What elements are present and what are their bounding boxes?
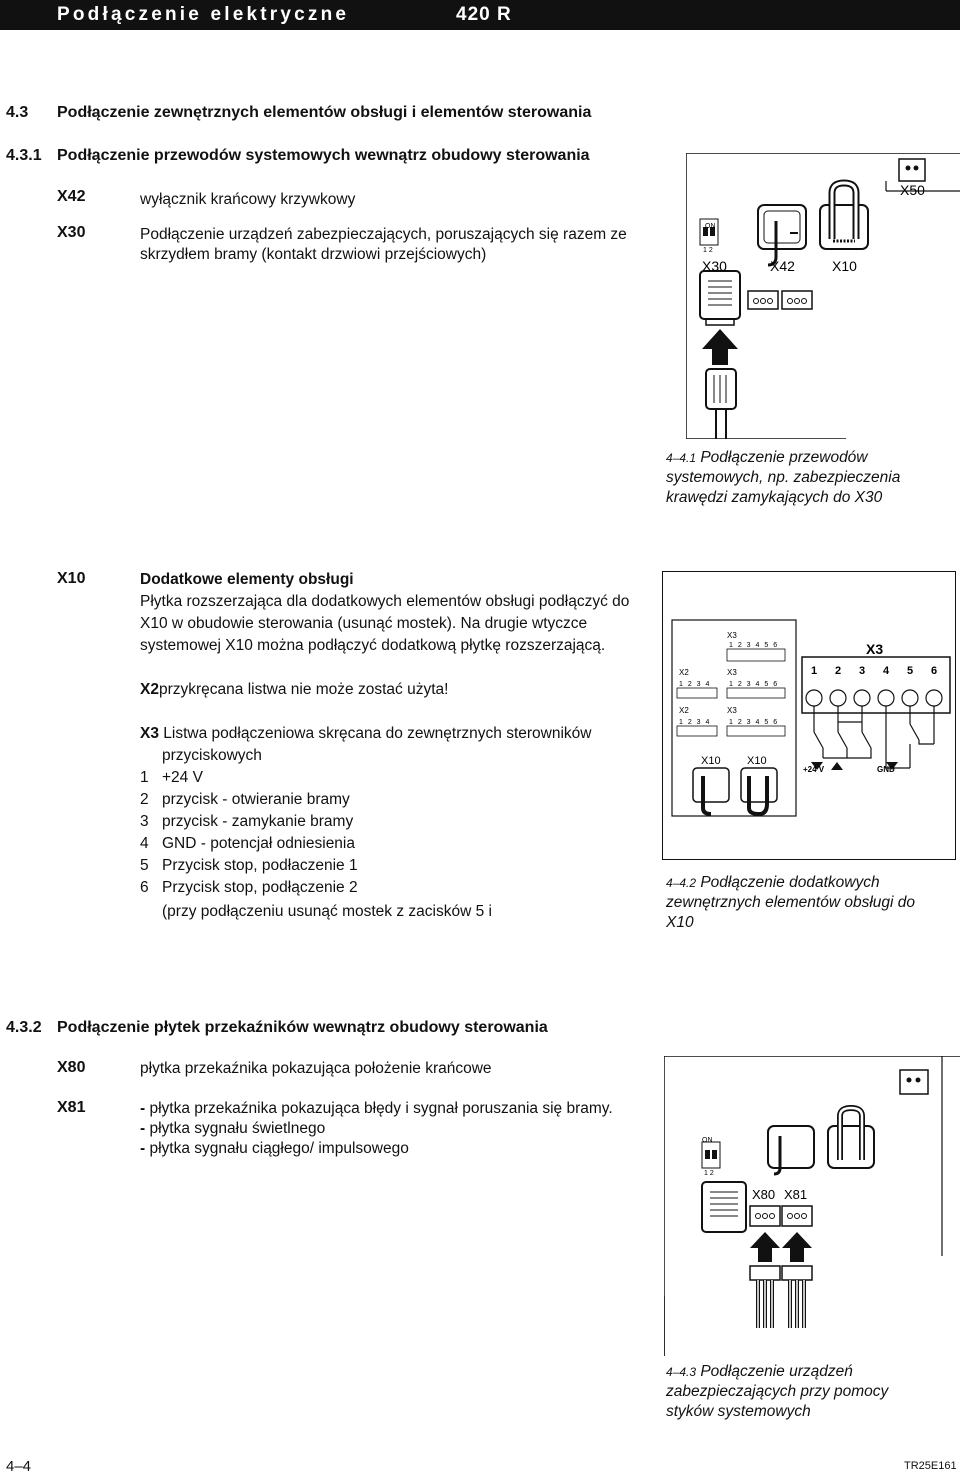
caption-line: krawędzi zamykających do X30 <box>666 489 883 506</box>
x3-note <box>140 724 591 744</box>
x3-large-label: X3 <box>866 641 884 657</box>
x81-item: - płytka przekaźnika pokazująca błędy i sygnał poruszania się bramy. <box>140 1100 613 1117</box>
section-4-3-heading <box>0 104 960 126</box>
figure-4-4-2 <box>662 571 956 860</box>
v24-label: +24 V <box>803 765 825 774</box>
extension-board-diagram <box>663 572 955 859</box>
x81-item-text: płytka sygnału ciągłego/ impulsowego <box>149 1140 409 1157</box>
x10-heading: Dodatkowe elementy obsługi <box>140 571 354 588</box>
gnd-label: GND <box>877 765 895 774</box>
pins-label: 1 2 3 4 5 6 <box>729 642 779 649</box>
x42-description: wyłącznik krańcowy krzywkowy <box>140 191 356 208</box>
x10-para-line: systemowej X10 można podłączyć dodatkową płytkę rozszerzającą. <box>140 637 606 654</box>
terminal-item <box>140 879 358 897</box>
header-title: Podłączenie elektryczne <box>57 4 350 25</box>
pin-number: 6 <box>931 665 938 677</box>
figure-4-4-1-caption <box>666 448 956 508</box>
figure-4-4-3-caption <box>666 1362 956 1422</box>
control-board-diagram <box>686 153 960 439</box>
terminal-text: GND - potencjał odniesienia <box>162 835 355 852</box>
x10-small-label: X10 <box>701 755 721 767</box>
pin-number: 5 <box>907 665 914 677</box>
terminal-number: 3 <box>140 813 149 830</box>
dip-numbers-label: 1 2 <box>703 247 713 254</box>
terminal-text: przycisk - zamykanie bramy <box>162 813 354 830</box>
terminal-text: Przycisk stop, podłaczenie 1 <box>162 857 358 874</box>
terminal-number: 2 <box>140 791 149 808</box>
dip-numbers-label: 1 2 <box>704 1170 714 1177</box>
x80-description: płytka przekaźnika pokazująca położenie krańcowe <box>140 1060 492 1077</box>
caption-line: zewnętrznych elementów obsługi do <box>666 894 915 911</box>
caption-line: Podłączenie urządzeń <box>700 1363 853 1380</box>
section-number: 4.3.1 <box>6 147 42 164</box>
figure-number: 4–4.3 <box>666 1365 697 1379</box>
bridge-note: (przy podłączeniu usunąć mostek z zacisków 5 i <box>162 903 492 920</box>
x2-small-label: X2 <box>679 668 689 677</box>
terminal-text: +24 V <box>162 769 203 786</box>
x42-label: X42 <box>770 258 795 274</box>
caption-line: X10 <box>666 914 694 931</box>
caption-line: Podłączenie dodatkowych <box>700 874 880 891</box>
dip-on-label: ON <box>702 1137 713 1144</box>
x2-code: X2 <box>140 681 159 698</box>
x2-small-label: X2 <box>679 706 689 715</box>
x10-para-line: Płytka rozszerzająca dla dodatkowych elementów obsługi podłączyć do <box>140 593 630 610</box>
terminal-number: 4 <box>140 835 149 852</box>
x30-description-line2: skrzydłem bramy (kontakt drzwiowi przejściowych) <box>140 246 487 263</box>
pin-number: 3 <box>859 665 866 677</box>
pins-label: 1 2 3 4 5 6 <box>729 681 779 688</box>
header-model: 420 R <box>456 4 512 25</box>
terminal-item <box>140 769 203 787</box>
code-x10: X10 <box>57 570 86 587</box>
x3-code: X3 <box>140 725 159 742</box>
figure-4-4-1 <box>686 153 960 439</box>
terminal-item <box>140 857 358 875</box>
x80-label: X80 <box>752 1187 776 1202</box>
x81-item: - płytka sygnału ciągłego/ impulsowego <box>140 1140 409 1157</box>
code-x81: X81 <box>57 1099 86 1116</box>
terminal-item <box>140 835 355 853</box>
dip-on-label: ON <box>705 223 716 230</box>
figure-4-4-2-caption <box>666 873 956 933</box>
relay-board-diagram <box>664 1056 960 1356</box>
caption-line: styków systemowych <box>666 1403 811 1420</box>
code-x80: X80 <box>57 1059 86 1076</box>
x10-label: X10 <box>832 258 857 274</box>
x30-description-line1: Podłączenie urządzeń zabezpieczających, poruszających się razem ze <box>140 226 627 243</box>
x50-label: X50 <box>900 182 925 198</box>
terminal-number: 5 <box>140 857 149 874</box>
x3-text: Listwa podłączeniowa skręcana do zewnętrznych sterowników <box>163 725 592 742</box>
section-title: Podłączenie płytek przekaźników wewnątrz obudowy sterowania <box>57 1019 548 1036</box>
terminal-item <box>140 813 353 831</box>
pin-number: 4 <box>883 665 890 677</box>
x10-para-line: X10 w obudowie sterowania (usunąć mostek). Na drugie wtyczce <box>140 615 588 632</box>
section-number: 4.3.2 <box>6 1019 42 1036</box>
terminal-text: przycisk - otwieranie bramy <box>162 791 350 808</box>
pin-number: 2 <box>835 665 842 677</box>
terminal-number: 6 <box>140 879 149 896</box>
document-code: TR25E161 <box>904 1460 957 1472</box>
x81-item: - płytka sygnału świetlnego <box>140 1120 326 1137</box>
pins-label: 1 2 3 4 <box>679 681 711 688</box>
x3-small-label: X3 <box>727 706 737 715</box>
x2-text: przykręcana listwa nie może zostać użyta! <box>158 681 449 698</box>
section-number: 4.3 <box>6 104 29 121</box>
pins-label: 1 2 3 4 <box>679 719 711 726</box>
caption-line: zabezpieczających przy pomocy <box>666 1383 889 1400</box>
x3-small-label: X3 <box>727 631 737 640</box>
terminal-text: Przycisk stop, podłączenie 2 <box>162 879 358 896</box>
x2-note <box>140 680 448 700</box>
x81-label: X81 <box>784 1187 808 1202</box>
x50-connector <box>899 159 925 181</box>
x3-text-cont: przyciskowych <box>162 747 262 764</box>
section-4-3-1-heading <box>0 147 660 169</box>
section-title: Podłączenie zewnętrznych elementów obsługi i elementów sterowania <box>57 104 592 121</box>
x3-small-label: X3 <box>727 668 737 677</box>
x81-item-text: płytka przekaźnika pokazująca błędy i sygnał poruszania się bramy. <box>149 1100 613 1117</box>
x30-label: X30 <box>702 258 727 274</box>
figure-number: 4–4.2 <box>666 876 697 890</box>
terminal-number: 1 <box>140 769 149 786</box>
caption-line: systemowych, np. zabezpieczenia <box>666 469 901 486</box>
pin-number: 1 <box>811 665 818 677</box>
x81-item-text: płytka sygnału świetlnego <box>149 1120 326 1137</box>
figure-number: 4–4.1 <box>666 451 697 465</box>
x10-small-label: X10 <box>747 755 767 767</box>
page-number: 4–4 <box>6 1458 32 1475</box>
section-title: Podłączenie przewodów systemowych wewnątrz obudowy sterowania <box>57 147 590 164</box>
figure-4-4-3 <box>664 1056 960 1356</box>
header-bar <box>0 0 960 30</box>
section-4-3-2-heading <box>0 1019 660 1041</box>
caption-line: Podłączenie przewodów <box>700 449 868 466</box>
pins-label: 1 2 3 4 5 6 <box>729 719 779 726</box>
code-x30: X30 <box>57 224 86 241</box>
code-x42: X42 <box>57 188 86 205</box>
terminal-item <box>140 791 350 809</box>
